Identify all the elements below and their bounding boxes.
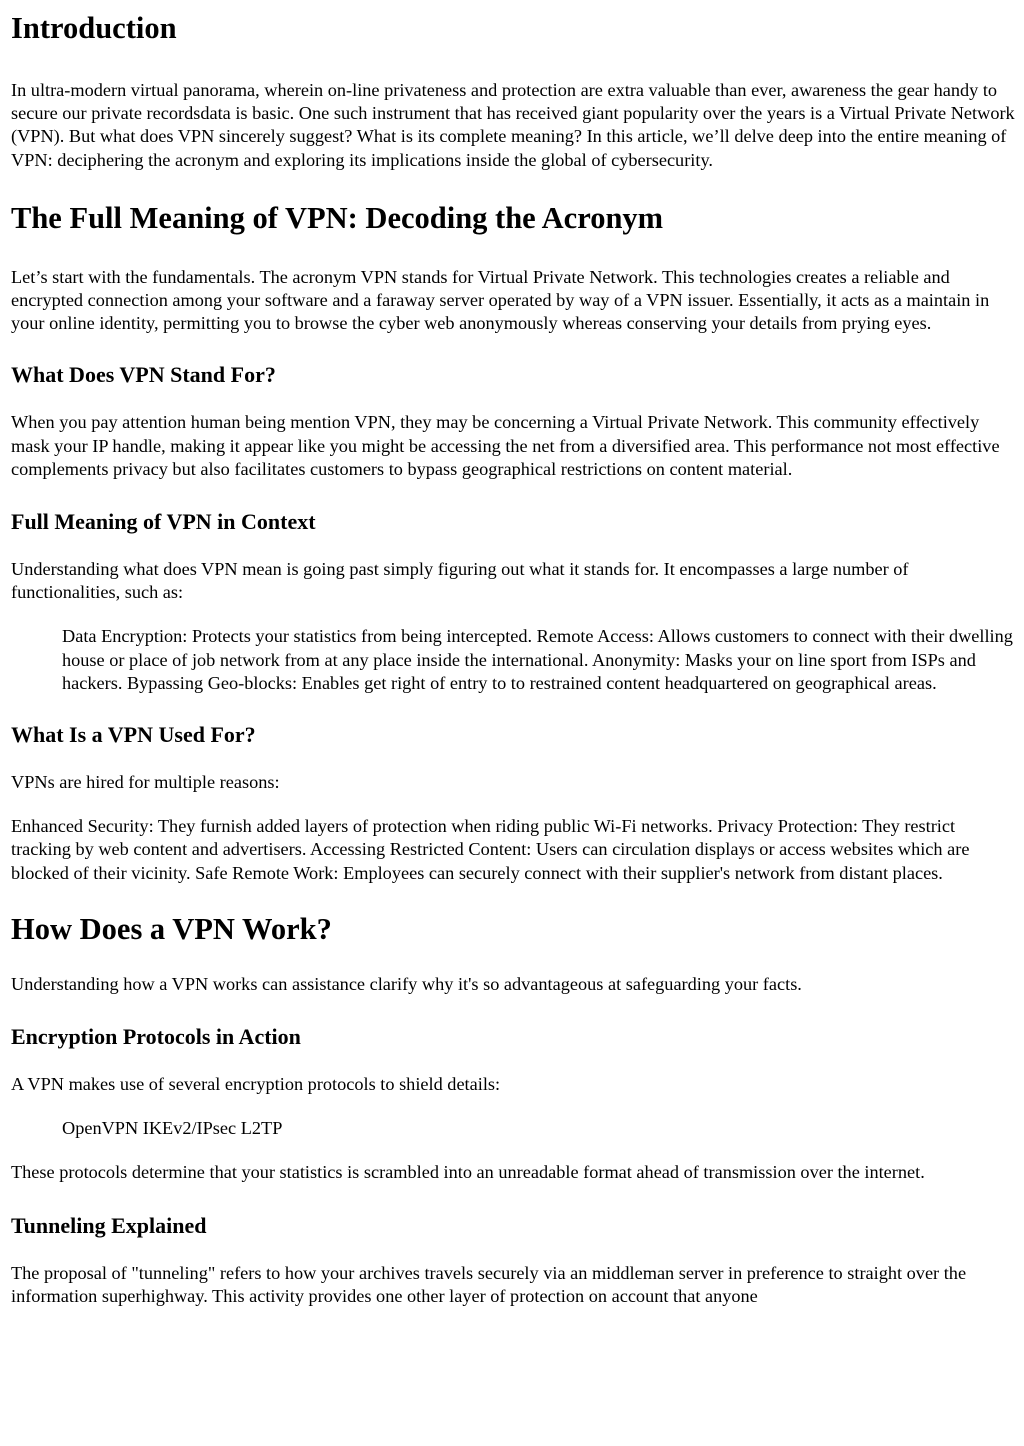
tunneling-paragraph: The proposal of "tunneling" refers to how your archives travels securely via an middleman server in preference to straight over the information superhighway. This activity provides one other layer of protection on account that anyone: [11, 1262, 967, 1306]
how-works-paragraph: Understanding how a VPN works can assistance clarify why it's so advantageous at safeguarding your facts.: [11, 973, 802, 994]
used-for-paragraph-1: VPNs are hired for multiple reasons:: [11, 772, 280, 793]
tunneling-heading: Tunneling Explained: [11, 1212, 207, 1238]
context-heading: Full Meaning of VPN in Context: [11, 509, 316, 535]
intro-heading: Introduction: [11, 11, 177, 45]
how-works-heading: How Does a VPN Work?: [11, 911, 332, 946]
full-meaning-heading: The Full Meaning of VPN: Decoding the Acronym: [11, 200, 664, 235]
protocols-paragraph-2: These protocols determine that your statistics is scrambled into an unreadable format ahead of transmission over the internet.: [11, 1162, 925, 1183]
protocols-heading: Encryption Protocols in Action: [11, 1024, 301, 1050]
protocols-blockquote: OpenVPN IKEv2/IPsec L2TP: [62, 1118, 283, 1139]
stand-for-heading: What Does VPN Stand For?: [11, 362, 276, 388]
context-blockquote: Data Encryption: Protects your statistics from being intercepted. Remote Access: Allows customers to connect with their dwelling house or place of job network from at any place inside the international. Anonymity: Masks your on line sport from ISPs and hackers. Bypassing Geo-blocks: Enables get right of entry to to restrained content headquartered on geographical areas.: [62, 626, 1013, 693]
stand-for-paragraph: When you pay attention human being mention VPN, they may be concerning a Virtual Private Network. This community effectively mask your IP handle, making it appear like you might be accessing the net from a diversified area. This performance not most effective complements privacy but also facilitates customers to bypass geographical restrictions on content material.: [11, 412, 1000, 479]
intro-paragraph: In ultra-modern virtual panorama, wherein on-line privateness and protection are extra valuable than ever, awareness the gear handy to secure our private recordsdata is basic. One such instrument that has received giant popularity over the years is a Virtual Private Network (VPN). But what does VPN sincerely suggest? What is its complete meaning? In this article, we’ll delve deep into the entire meaning of VPN: deciphering the acronym and exploring its implications inside the global of cybersecurity.: [11, 80, 1015, 170]
context-paragraph: Understanding what does VPN mean is going past simply figuring out what it stands for. It encompasses a large number of functionalities, such as:: [11, 559, 909, 603]
used-for-paragraph-2: Enhanced Security: They furnish added layers of protection when riding public Wi-Fi networks. Privacy Protection: They restrict tracking by web content and advertisers. Accessing Restricted Content: Users can circulation displays or access websites which are blocked of their vicinity. Safe Remote Work: Employees can securely connect with their supplier's network from distant places.: [11, 816, 970, 883]
article: [0, 10, 1024, 1308]
used-for-heading: What Is a VPN Used For?: [11, 722, 256, 748]
protocols-paragraph: A VPN makes use of several encryption protocols to shield details:: [11, 1074, 501, 1095]
full-meaning-paragraph: Let’s start with the fundamentals. The acronym VPN stands for Virtual Private Network. This technologies creates a reliable and encrypted connection among your software and a faraway server operated by way of a VPN issuer. Essentially, it acts as a maintain in your online identity, permitting you to browse the cyber web anonymously whereas conserving your details from prying eyes.: [11, 266, 990, 334]
